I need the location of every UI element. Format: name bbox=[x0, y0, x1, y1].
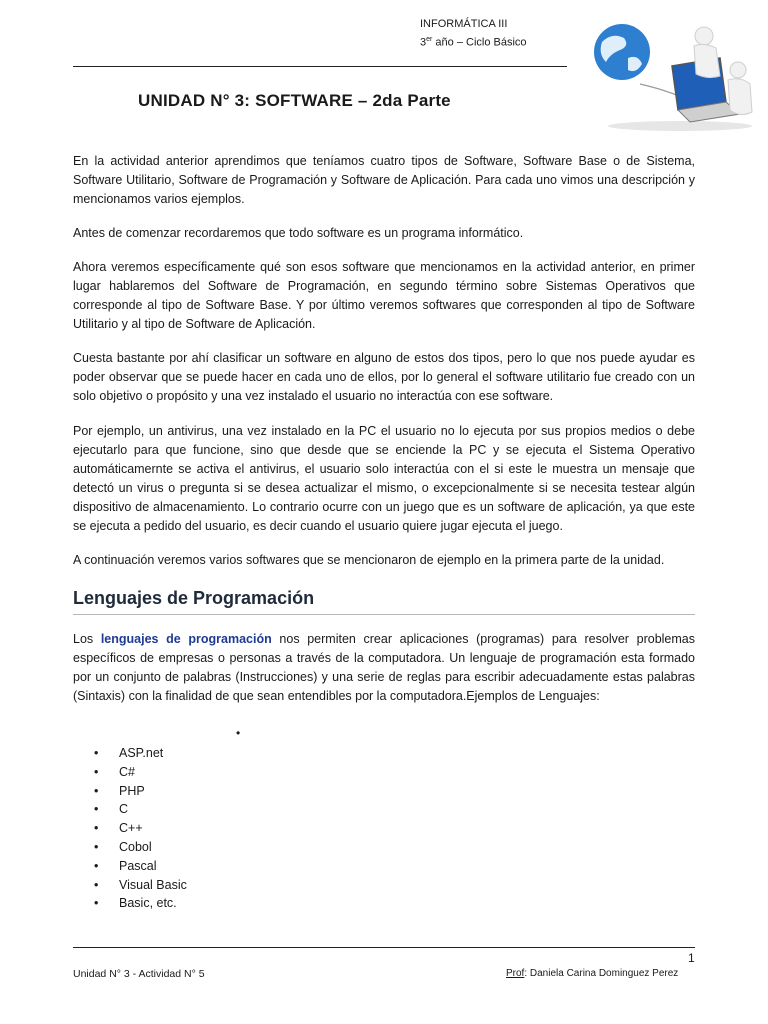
paragraph-6: A continuación veremos varios softwares que se mencionaron de ejemplo en la primera parte de la unidad. bbox=[73, 553, 665, 567]
list-item bbox=[94, 876, 187, 895]
footer-unit: Unidad N° 3 - Actividad N° 5 bbox=[73, 968, 205, 980]
list-item-label: Cobol bbox=[119, 839, 152, 854]
paragraph-5: Por ejemplo, un antivirus, una vez instalado en la PC el usuario no lo ejecuta por sus propios medios o debe ejecutarlo para que funcione, sino que desde que se enciende la PC y se ejecuta el Sistema Operativo automáticamernte se activa el antivirus, el usuario solo interactúa con el si este le muestra un mensaje que detectó un virus o pregunta si se desea actualizar el mismo, o excepcionalmente si se necesita testear algún dispositivo de almacenamiento. Lo contrario ocurre con un juego que es un software de aplicación, ya que este se ejecuta a pedido del usuario, es decir cuando el usuario quiere jugar ejecuta el juego. bbox=[73, 424, 695, 533]
page-number: 1 bbox=[688, 951, 695, 965]
list-item-label: C bbox=[119, 802, 129, 817]
paragraph-2: Antes de comenzar recordaremos que todo software es un programa informático. bbox=[73, 226, 524, 240]
languages-list bbox=[94, 744, 187, 913]
paragraph-3: Ahora veremos específicamente qué son esos software que mencionamos en la actividad anterior, en primer lugar hablaremos del Software de Programación, en segundo término sobre Sistemas Operativos que corresponde al tipo de Software Base. Y por último veremos softwares que corresponden al tipo de Software Utilitario y al tipo de Software de Aplicación. bbox=[73, 260, 695, 331]
person-head-icon-2 bbox=[730, 62, 746, 78]
stray-bullet-icon: • bbox=[236, 726, 241, 740]
year-text: año – Ciclo Básico bbox=[432, 36, 527, 49]
bullet-icon: • bbox=[94, 839, 99, 854]
person-head-icon bbox=[695, 27, 713, 45]
intro-prefix: Los bbox=[73, 632, 101, 646]
illustration-shadow bbox=[608, 121, 752, 131]
list-item-label: C# bbox=[119, 764, 135, 779]
list-item bbox=[94, 894, 187, 913]
bullet-icon: • bbox=[94, 783, 99, 798]
list-item bbox=[94, 838, 187, 857]
person-body-icon-2 bbox=[728, 79, 752, 115]
intro-text: nos permiten crear aplicaciones (programas) para resolver problemas específicos de empresas o personas a través de la computadora. Un lenguaje de programación esta formado por un conjunto de palabras (Instrucciones) y una serie de reglas para escribir adecuadamente estas palabras (Sintaxis) con la finalidad de que sean entendibles por la computadora.Ejemplos de Lenguajes: bbox=[73, 632, 695, 703]
list-item bbox=[94, 800, 187, 819]
bullet-icon: • bbox=[94, 858, 99, 873]
list-item bbox=[94, 763, 187, 782]
prof-label: Prof bbox=[506, 968, 525, 979]
bullet-icon: • bbox=[94, 746, 99, 760]
section-divider bbox=[73, 614, 695, 615]
section-intro bbox=[73, 630, 695, 706]
list-item-label: Basic, etc. bbox=[119, 896, 177, 911]
list-item-label: PHP bbox=[119, 783, 145, 798]
person-body-icon bbox=[694, 44, 720, 77]
bullet-icon: • bbox=[94, 821, 99, 836]
list-item-label: Visual Basic bbox=[119, 877, 187, 892]
paragraph-4: Cuesta bastante por ahí clasificar un software en alguno de estos dos tipos, pero lo que nos puede ayudar es poder observar que se puede hacer en cada uno de ellos, por lo general el software utilitario fue creado con un solo objetivo o propósito y una vez instalado el usuario no interactúa con ese software. bbox=[73, 351, 695, 403]
list-item-label: ASP.net bbox=[119, 746, 164, 760]
lenguajes-link[interactable]: lenguajes de programación bbox=[100, 632, 272, 646]
bullet-icon: • bbox=[94, 877, 99, 892]
footer-author bbox=[506, 968, 678, 979]
footer-divider bbox=[73, 947, 695, 948]
section-title: Lenguajes de Programación bbox=[73, 588, 315, 608]
list-item-label: Pascal bbox=[119, 858, 157, 873]
course-name: INFORMÁTICA III bbox=[420, 18, 508, 30]
year-superscript: er bbox=[426, 36, 433, 43]
computer-people-illustration bbox=[580, 14, 760, 132]
bullet-icon: • bbox=[94, 764, 99, 779]
list-item bbox=[94, 819, 187, 838]
year-number: 3 bbox=[420, 36, 427, 49]
list-item bbox=[94, 857, 187, 876]
paragraph-1: En la actividad anterior aprendimos que teníamos cuatro tipos de Software, Software Base o de Sistema, Software Utilitario, Software de Programación y Software de Aplicación. Para cada uno vimos una descripción y mencionamos varios ejemplos. bbox=[73, 154, 695, 206]
bullet-icon: • bbox=[94, 896, 99, 911]
list-item bbox=[94, 744, 187, 763]
header-divider bbox=[73, 66, 567, 67]
list-item-label: C++ bbox=[119, 821, 143, 836]
page-title: UNIDAD N° 3: SOFTWARE – 2da Parte bbox=[138, 91, 451, 110]
prof-name: : Daniela Carina Dominguez Perez bbox=[524, 968, 679, 979]
bullet-icon: • bbox=[94, 802, 99, 817]
course-year bbox=[420, 33, 527, 50]
list-item bbox=[94, 782, 187, 801]
